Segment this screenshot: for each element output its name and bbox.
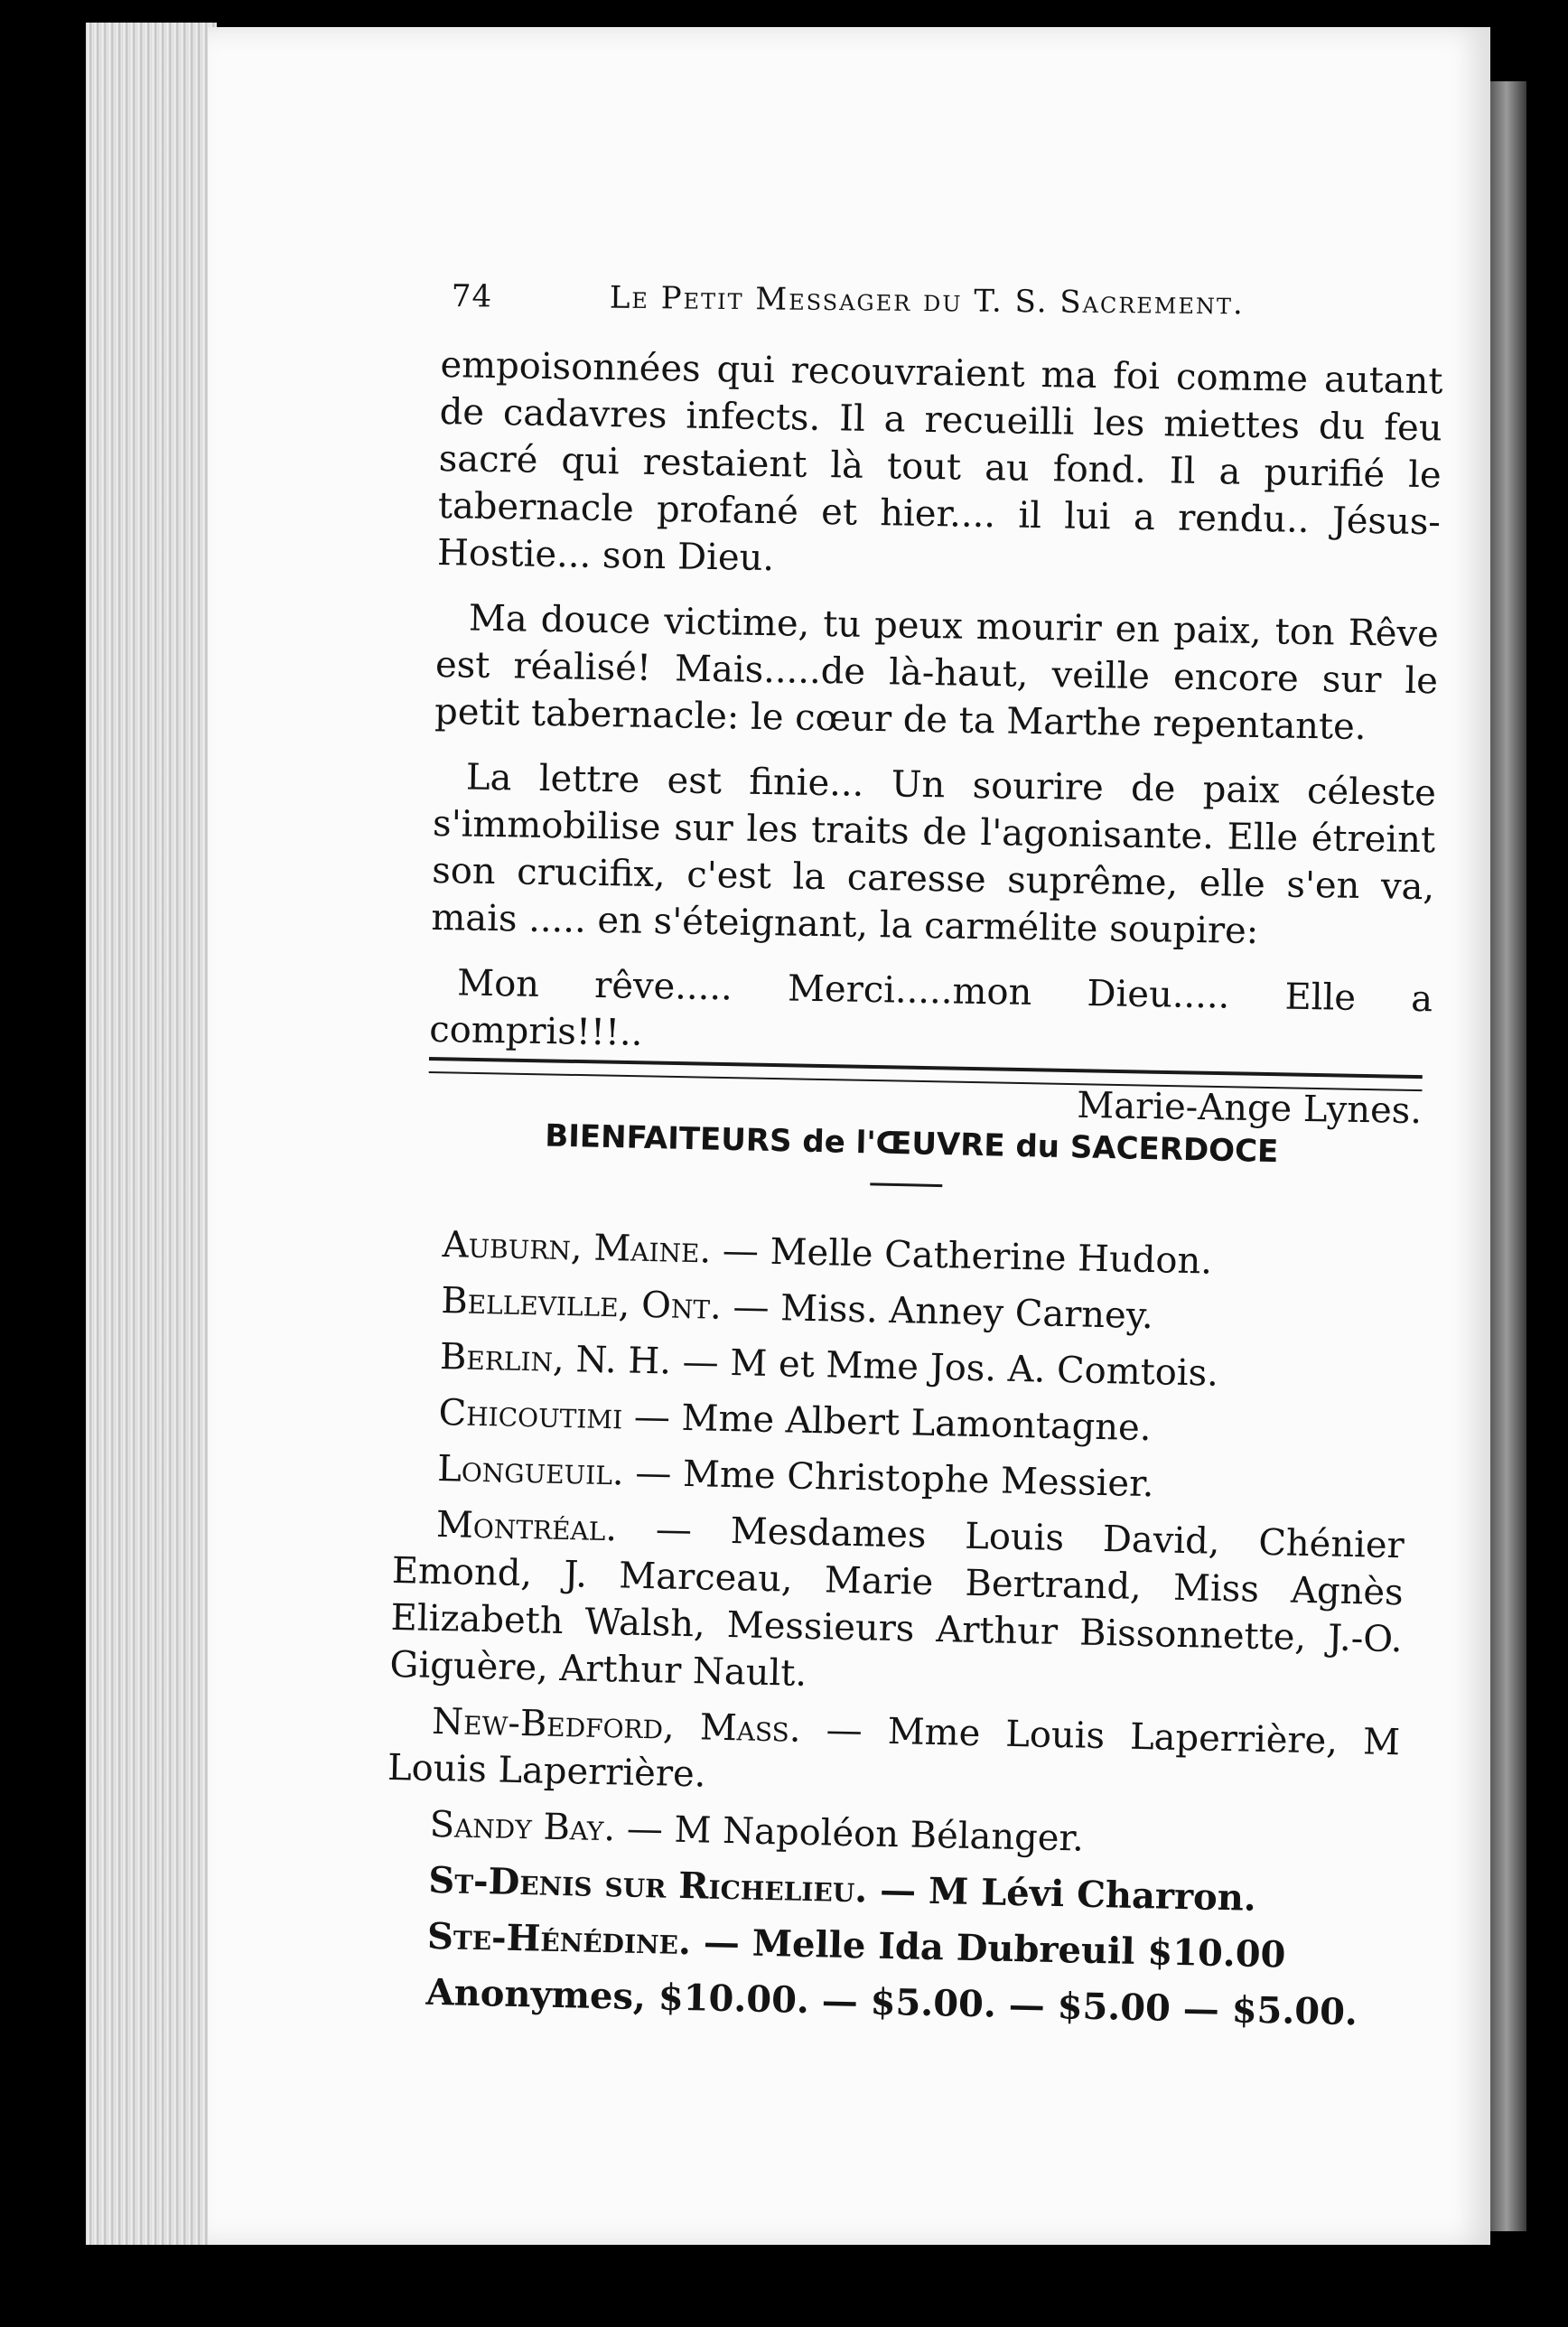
place-name: Ste-Hénédine.: [426, 1914, 692, 1964]
paragraph: Ma douce victime, tu peux mourir en paix, ton Rêve est réalisé! Mais.....de là-haut, veille encore sur le petit tabernacle: le cœur de ta Marthe repentante.: [434, 597, 1440, 749]
author-signature: Marie-Ange Lynes.: [1077, 1084, 1423, 1133]
donor-names: — Mme Louis Laperrière, M Louis Laperrière.: [387, 1708, 1401, 1796]
donor-names: — M et Mme Jos. A. Comtois.: [670, 1341, 1219, 1395]
place-name: Berlin, N. H.: [439, 1335, 672, 1383]
donor-names: — M Napoléon Bélanger.: [614, 1808, 1085, 1860]
place-name: St-Denis sur Richelieu.: [427, 1858, 868, 1911]
paragraph: empoisonnées qui recouvraient ma foi comme autant de cadavres infects. Il a recueilli les miettes du feu sacré qui restaient là tout au fond. Il a purifié le tabernacle profané et hier.... il lui a rendu.. Jésus-Hostie... son Dieu.: [436, 343, 1443, 580]
benefactors-section: [382, 1109, 1414, 2046]
donor-names: — Melle Ida Dubreuil $10.00: [690, 1920, 1286, 1977]
paragraph: Mon rêve..... Merci.....mon Dieu..... Elle a compris!!!..: [428, 962, 1433, 1054]
place-name: Chicoutimi: [438, 1391, 623, 1438]
place-name: Belleville, Ont.: [440, 1280, 723, 1328]
donor-names: — Mme Christophe Messier.: [623, 1452, 1155, 1506]
page-number: 74: [451, 278, 493, 315]
donor-names: — Mme Albert Lamontagne.: [621, 1396, 1152, 1450]
article-body: [428, 341, 1443, 1135]
place-name: New-Bedford, Mass.: [431, 1700, 802, 1751]
facing-page-edge: [1490, 81, 1526, 2231]
anonymous-donations: Anonymes, $10.00. — $5.00. — $5.00 — $5.00.: [425, 1970, 1358, 2034]
running-title: Le Petit Messager du T. S. Sacrement.: [609, 279, 1246, 322]
title-rule: [870, 1182, 942, 1187]
place-name: Auburn, Maine.: [442, 1224, 712, 1272]
place-name: Montréal.: [435, 1503, 618, 1550]
donor-names: — Mesdames Louis David, Chénier Emond, J. Marceau, Marie Bertrand, Miss Agnès Elizabeth Walsh, Messieurs Arthur Bissonnette, J.-O. Giguère, Arthur Nault.: [389, 1508, 1405, 1695]
donor-names: — M Lévi Charron.: [866, 1868, 1257, 1920]
place-name: Longueuil.: [436, 1447, 625, 1494]
page-stack-edge: [86, 23, 217, 2245]
paragraph: La lettre est finie... Un sourire de paix céleste s'immobilise sur les traits de l'agonisante. Elle étreint son crucifix, c'est la caresse suprême, elle s'en va, mais ..... en s'éteignant, la carmélite soupire:: [431, 756, 1437, 953]
donor-names: — Melle Catherine Hudon.: [710, 1229, 1213, 1283]
donor-names: — Miss. Anney Carney.: [721, 1285, 1154, 1338]
list-item: [387, 1697, 1401, 1813]
list-item: [389, 1500, 1405, 1710]
place-name: Sandy Bay.: [429, 1803, 616, 1850]
section-title: BIENFAITEURS de l'ŒUVRE du SACERDOCE: [544, 1117, 1279, 1171]
